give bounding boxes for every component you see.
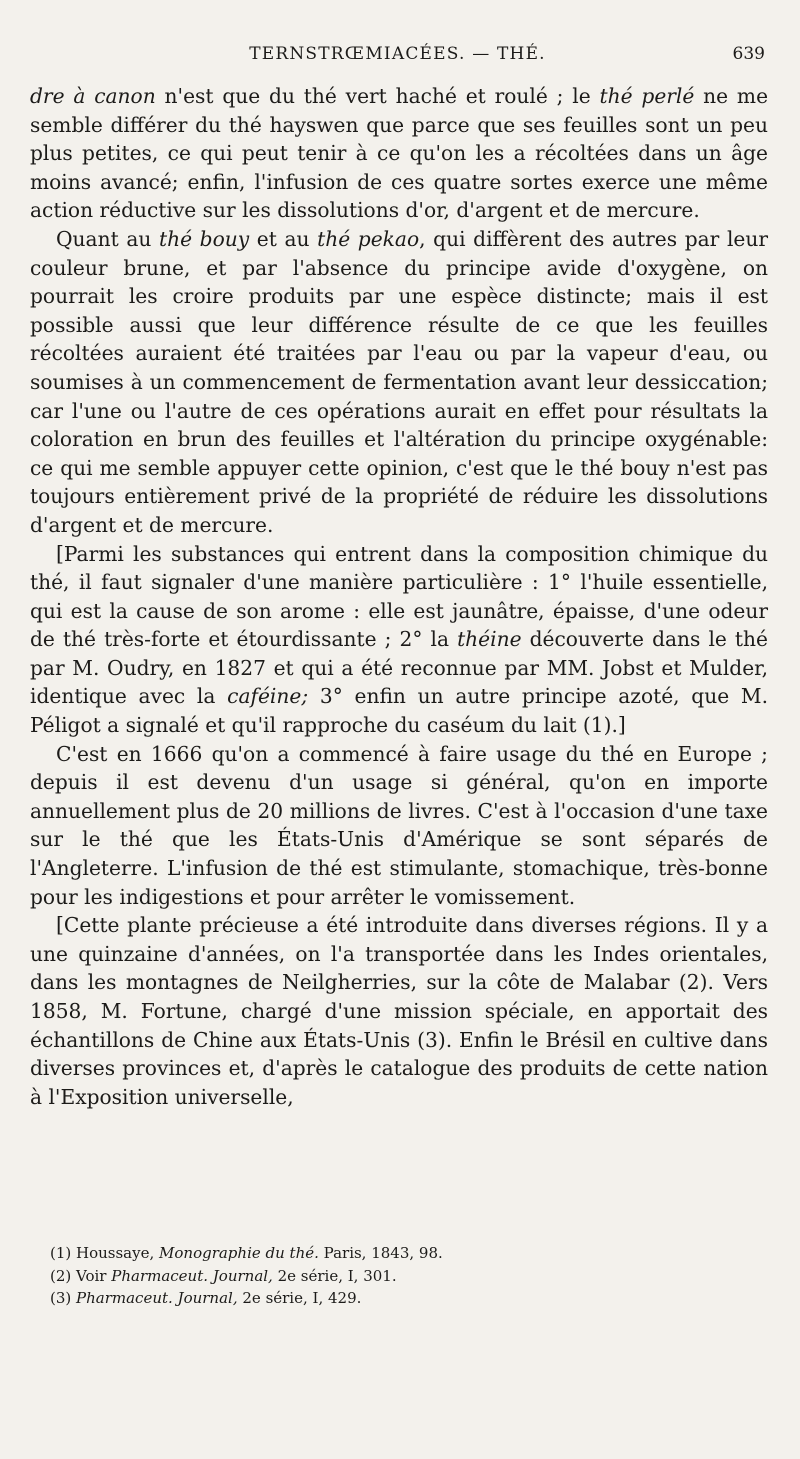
text-run: [Cette plante précieuse a été introduite dans diverses régions. Il y a une quinzaine d'années, on l'a transportée dans les Indes orientales, dans les montagnes de Neilgherries, sur la côte de Malabar (2). Vers 1858, M. Fortune, chargé d'une mission spéciale, en apportait des échantillons de Chine aux États-Unis (3). Enfin le Brésil en cultive dans diverses provinces et, d'après le catalogue des produits de cette nation à l'Exposition universelle, bbox=[30, 913, 768, 1109]
text-run: n'est que du thé vert haché et roulé ; le bbox=[155, 84, 600, 108]
paragraph bbox=[30, 225, 768, 540]
italic-text: théine bbox=[457, 627, 522, 652]
page-number: 639 bbox=[732, 44, 765, 64]
text-run: découverte dans le thé par M. Oudry, en 1827 et qui a été reconnue par MM. Jobst et Mulder, identique avec la bbox=[30, 627, 768, 709]
running-header bbox=[30, 40, 765, 70]
footnotes bbox=[50, 1242, 750, 1310]
text-run: [Parmi les substances qui entrent dans la composition chimique du thé, il faut signaler d'une manière particulière : 1° l'huile essentielle, qui est la cause de son arome : elle est jaunâtre, épaisse, d'une odeur de thé très-forte et étourdissante ; 2° la bbox=[30, 541, 768, 652]
italic-text: caféine; bbox=[227, 684, 309, 709]
text-run: , qui diffèrent des autres par leur couleur brune, et par l'absence du principe avide d'oxygène, on pourrait les croire produits par une espèce distincte; mais il est possible aussi que leur différence résulte de ce que les feuilles récoltées auraient été traitées par l'eau ou par la vapeur d'eau, ou soumises à un commencement de fermentation avant leur dessiccation; car l'une ou l'autre de ces opérations aurait en effet pour résultats la coloration en brun des feuilles et l'altération du principe oxygénable: ce qui me semble appuyer cette opinion, c'est que le thé bouy n'est pas toujours entièrement privé de la propriété de réduire les dissolutions d'argent et de mercure. bbox=[30, 226, 769, 537]
footnote bbox=[50, 1287, 750, 1310]
text-run: C'est en 1666 qu'on a commencé à faire usage du thé en Europe ; depuis il est devenu d'un usage si général, qu'on en importe annuellement plus de 20 millions de livres. C'est à l'occasion d'une taxe sur le thé que les États-Unis d'Amérique se sont séparés de l'Angleterre. L'infusion de thé est stimulante, stomachique, très-bonne pour les indigestions et pour arrêter le vomissement. bbox=[30, 741, 768, 909]
running-title: TERNSTRŒMIACÉES. — THÉ. bbox=[249, 44, 546, 64]
italic-text: Pharmaceut. Journal, bbox=[111, 1266, 273, 1285]
text-run: (1) Houssaye, bbox=[50, 1244, 160, 1262]
text-run: (2) Voir bbox=[50, 1266, 112, 1285]
italic-text: dre à canon bbox=[30, 84, 156, 108]
footnote bbox=[50, 1242, 750, 1265]
paragraph bbox=[30, 911, 768, 1111]
paragraph bbox=[30, 82, 768, 225]
body-text bbox=[30, 82, 768, 1111]
italic-text: Monographie du thé. bbox=[159, 1244, 319, 1262]
paragraph bbox=[30, 540, 768, 740]
text-run: 2e série, I, 301. bbox=[272, 1266, 397, 1285]
footnote bbox=[50, 1265, 750, 1288]
text-run: Paris, 1843, 98. bbox=[318, 1244, 443, 1262]
italic-text: Pharmaceut. Journal, bbox=[76, 1289, 238, 1307]
text-run: (3) bbox=[50, 1289, 77, 1307]
text-run: Quant au bbox=[56, 226, 159, 251]
italic-text: thé perlé bbox=[599, 84, 695, 108]
italic-text: thé pekao bbox=[317, 226, 420, 251]
paragraph bbox=[30, 740, 768, 912]
text-run: ne me semble différer du thé hayswen que parce que ses feuilles sont un peu plus petites, ce qui peut tenir à ce qu'on les a récoltées dans un âge moins avancé; enfin, l'infusion de ces quatre sortes exerce une même action réductive sur les dissolutions d'or, d'argent et de mercure. bbox=[30, 84, 769, 223]
italic-text: thé bouy bbox=[158, 226, 250, 251]
text-run: 3° enfin un autre principe azoté, que M. Péligot a signalé et qu'il rapproche du caséum du lait (1).] bbox=[30, 684, 768, 738]
text-run: 2e série, I, 429. bbox=[237, 1289, 362, 1307]
text-run: et au bbox=[249, 226, 318, 251]
